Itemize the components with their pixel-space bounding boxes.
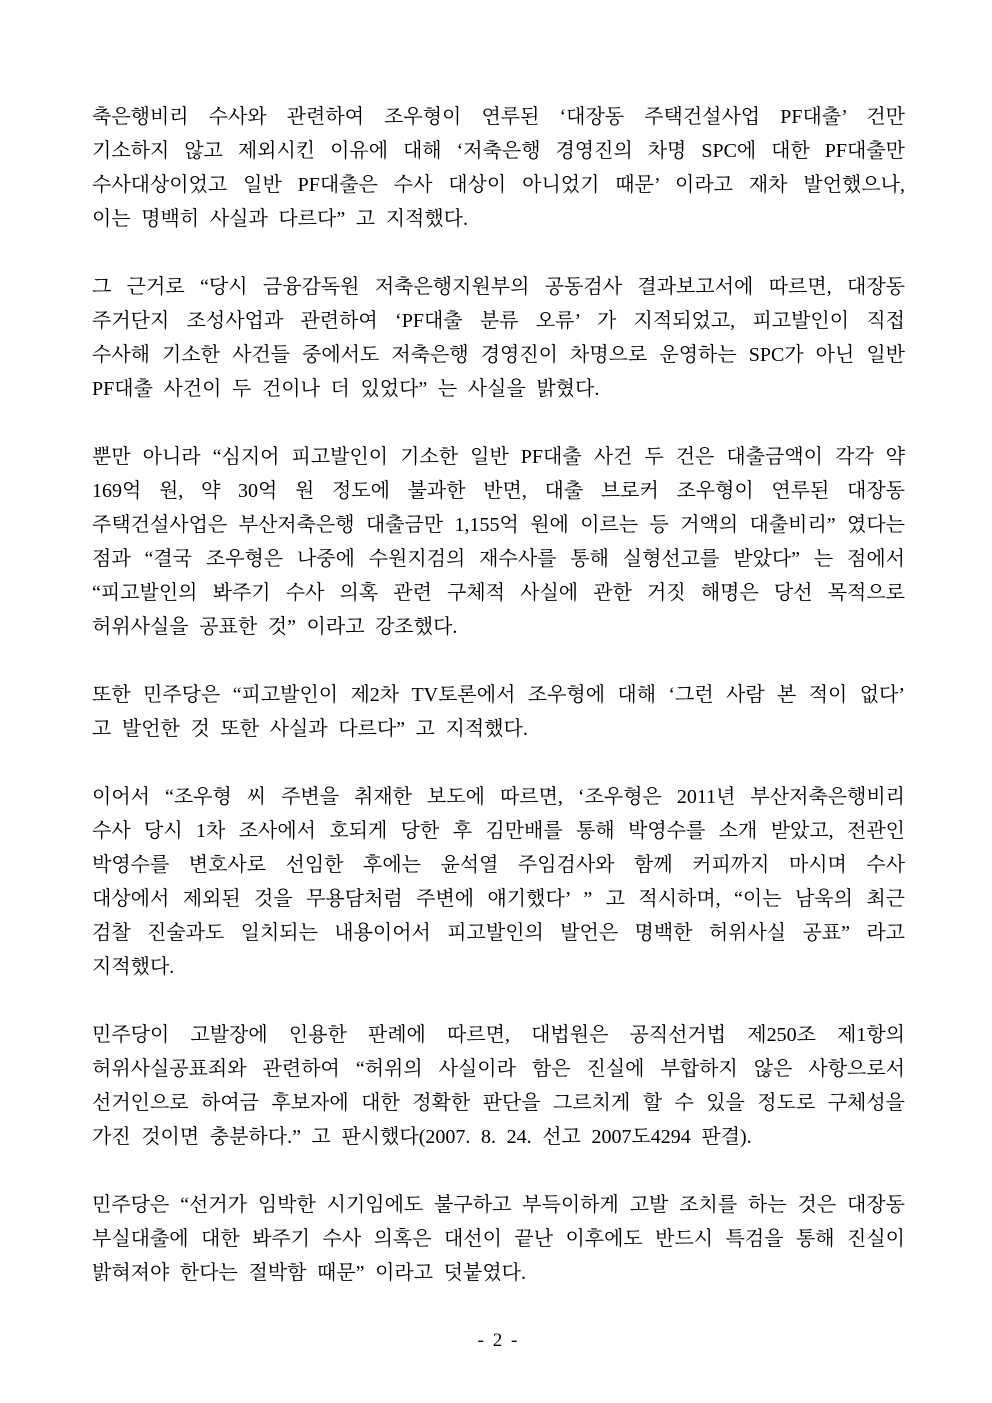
paragraph-5: 이어서 “조우형 씨 주변을 취재한 보도에 따르면, ‘조우형은 2011년 부산저축은행비리 수사 당시 1차 조사에서 호되게 당한 후 김만배를 통해 박영수를 소개 받았고, 전관인 박영수를 변호사로 선임한 후에는 윤석열 주임검사와 함께 커피까지 마시며 수사 대상에서 제외된 것을 무용담처럼 주변에 얘기했다’ ” 고 적시하며, “이는 남욱의 최근 검찰 진술과도 일치되는 내용이어서 피고발인의 발언은 명백한 허위사실 공표” 라고 지적했다. [92, 786, 905, 978]
paragraph-1: 축은행비리 수사와 관련하여 조우형이 연루된 ‘대장동 주택건설사업 PF대출’ 건만 기소하지 않고 제외시킨 이유에 대해 ‘저축은행 경영진의 차명 SPC에 대한 PF대출만 수사대상이었고 일반 PF대출은 수사 대상이 아니었기 때문’ 이라고 재차 발언했으나, 이는 명백히 사실과 다르다” 고 지적했다. [92, 106, 905, 230]
paragraph-6: 민주당이 고발장에 인용한 판례에 따르면, 대법원은 공직선거법 제250조 제1항의 허위사실공표죄와 관련하여 “허위의 사실이라 함은 진실에 부합하지 않은 사항으로서 선거인으로 하여금 후보자에 대한 정확한 판단을 그르치게 할 수 있을 정도로 구체성을 가진 것이면 충분하다.” 고 판시했다(2007. 8. 24. 선고 2007도4294 판결). [92, 1024, 905, 1148]
paragraph-7: 민주당은 “선거가 임박한 시기임에도 불구하고 부득이하게 고발 조치를 하는 것은 대장동 부실대출에 대한 봐주기 수사 의혹은 대선이 끝난 이후에도 반드시 특검을 통해 진실이 밝혀져야 한다는 절박함 때문” 이라고 덧붙였다. [92, 1194, 905, 1284]
paragraph-3: 뿐만 아니라 “심지어 피고발인이 기소한 일반 PF대출 사건 두 건은 대출금액이 각각 약 169억 원, 약 30억 원 정도에 불과한 반면, 대출 브로커 조우형이 연루된 대장동 주택건설사업은 부산저축은행 대출금만 1,155억 원에 이르는 등 거액의 대출비리” 였다는 점과 “결국 조우형은 나중에 수원지검의 재수사를 통해 실형선고를 받았다” 는 점에서 “피고발인의 봐주기 수사 의혹 관련 구체적 사실에 관한 거짓 해명은 당선 목적으로 허위사실을 공표한 것” 이라고 강조했다. [92, 446, 905, 638]
page-number: - 2 - [477, 1330, 520, 1351]
paragraph-4: 또한 민주당은 “피고발인이 제2차 TV토론에서 조우형에 대해 ‘그런 사람 본 적이 없다’ 고 발언한 것 또한 사실과 다르다” 고 지적했다. [92, 684, 905, 740]
paragraph-2: 그 근거로 “당시 금융감독원 저축은행지원부의 공동검사 결과보고서에 따르면, 대장동 주거단지 조성사업과 관련하여 ‘PF대출 분류 오류’ 가 지적되었고, 피고발인이 직접 수사해 기소한 사건들 중에서도 저축은행 경영진이 차명으로 운영하는 SPC가 아닌 일반 PF대출 사건이 두 건이나 더 있었다” 는 사실을 밝혔다. [92, 276, 905, 400]
